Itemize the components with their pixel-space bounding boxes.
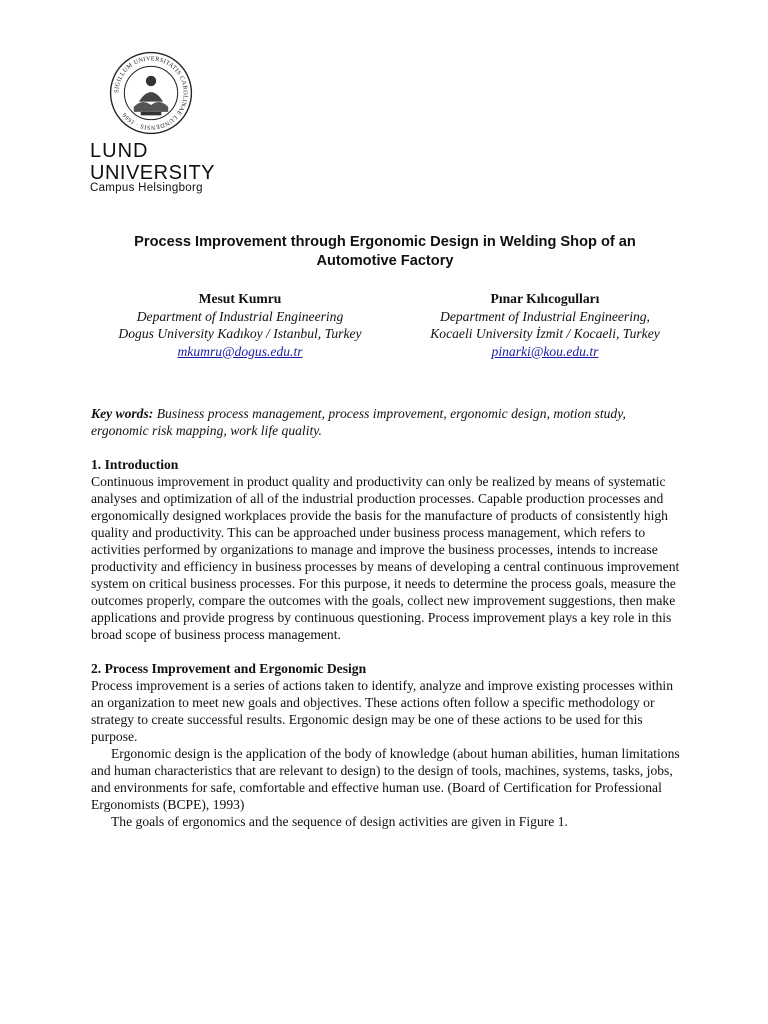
author-department: Department of Industrial Engineering — [136, 308, 344, 324]
author-block-1 — [90, 290, 390, 360]
logo-text-campus: Campus Helsingborg — [90, 182, 203, 194]
author-block-2 — [400, 290, 690, 360]
section-paragraph: Continuous improvement in product quality and productivity can only be realized by means of systematic analyses and optimization of all of the industrial production processes. Capable production processes and ergonomically designed workplaces provide the basis for the manufacture of products of consistently high quality and productivity. This can be approached under business process management, which refers to activities performed by organizations to manage and improve the business processes, intends to increase productivity and efficiency in business processes by means of developing a central continuous improvement system on critical business processes. For this purpose, it needs to determine the process goals, measure the outcomes properly, compare the outcomes with the goals, collect new improvement suggestions, then make applications and provide progress by continuous questioning. Process improvement plays a key role in this broad scope of business process management. — [91, 474, 680, 642]
author-department: Department of Industrial Engineering, — [440, 308, 650, 324]
keywords-text: Business process management, process improvement, ergonomic design, motion study, ergonomic risk mapping, work life quality. — [91, 406, 626, 438]
author-email-link[interactable]: mkumru@dogus.edu.tr — [177, 343, 303, 359]
title-line-1: Process Improvement through Ergonomic Design in Welding Shop of an — [134, 234, 636, 250]
author-affiliation: Dogus University Kadıkoy / Istanbul, Turkey — [118, 326, 362, 341]
section-paragraph: The goals of ergonomics and the sequence of design activities are given in Figure 1. — [111, 814, 568, 829]
section-heading-process-improvement: 2. Process Improvement and Ergonomic Design — [91, 661, 367, 676]
paper-body — [91, 405, 681, 830]
section-heading-introduction: 1. Introduction — [91, 457, 179, 472]
title-line-2: Automotive Factory — [316, 253, 454, 269]
section-paragraph: Ergonomic design is the application of the body of knowledge (about human abilities, human limitations and human characteristics that are relevant to design) to the design of tools, machines, systems, tasks, jobs, and environments for safe, comfortable and effective human use. (Board of Certification for Professional Ergonomists (BCPE), 1993) — [91, 746, 680, 812]
keywords — [91, 405, 681, 439]
author-affiliation: Kocaeli University İzmit / Kocaeli, Turkey — [430, 326, 660, 341]
lund-university-seal-icon — [108, 50, 194, 136]
author-email-link[interactable]: pinarki@kou.edu.tr — [491, 343, 599, 359]
keywords-label: Key words: — [91, 406, 154, 421]
logo-text-lund: LUND — [90, 140, 149, 162]
paper-title — [70, 233, 700, 271]
logo-text-university: UNIVERSITY — [90, 162, 216, 184]
seal-ring-text: SIGILLUM UNIVERSITATIS CAROLINAE LUNDENSIS · 1666 — [113, 55, 189, 131]
author-name: Mesut Kumru — [198, 291, 282, 306]
author-name: Pınar Kılıcogulları — [490, 291, 600, 306]
section-paragraph: Process improvement is a series of actions taken to identify, analyze and improve existing processes within an organization to meet new goals and objectives. These actions often follow a specific methodology or strategy to create successful results. Ergonomic design may be one of these actions to be used for this purpose. — [91, 678, 673, 744]
